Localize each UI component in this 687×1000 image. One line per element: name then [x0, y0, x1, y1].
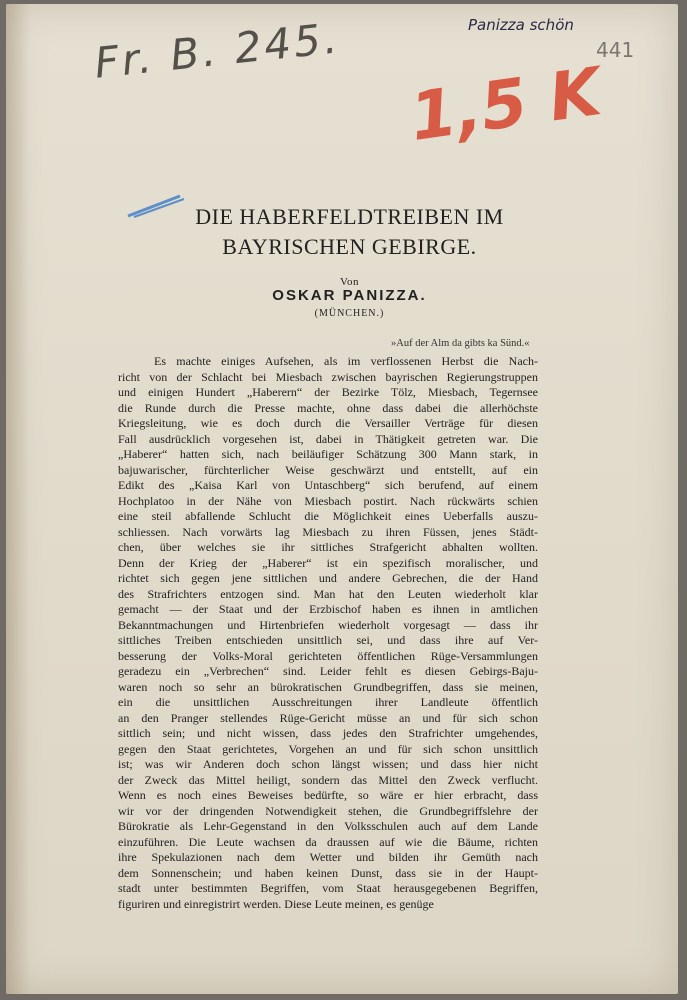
body-line: „Haberer“ hatten sich, nach beiläufiger Schätzung 300 Mann stark, in — [118, 447, 538, 461]
body-line: gemacht — der Staat und der Erzbischof haben es ihnen in amtlichen — [118, 602, 538, 616]
body-line: einzuführen. Die Leute wachsen da draussen auf wie die Bäume, richten — [118, 834, 538, 849]
body-line: Bekanntmachungen und Hirtenbriefen wiederholt vorgesagt — dass ihr — [118, 617, 538, 632]
body-line: sittliches Treiben entschieden unsittlich sei, und dass ihre auf Ver- — [118, 633, 538, 647]
body-line: dem Sonnenschein; und haben keinen Dunst, dass sie in der Haupt- — [118, 865, 538, 880]
body-line: des Strafrichters entzogen sind. Man hat den Leuten wiederholt klar — [118, 586, 538, 601]
body-line: stadt unter bestimmten Begriffen, vom Staat herausgegebenen Begriffen, — [118, 881, 538, 895]
body-line: ein die unsittlichen Ausschreitungen ihrer Landleute öffentlich — [118, 695, 538, 709]
body-line: der Zweck das Mittel heiligt, sondern das Mittel den Zweck verflucht. — [118, 772, 538, 787]
body-line: eine steil abfallende Schlucht die Möglichkeit eines Ueberfalls auszu- — [118, 509, 538, 523]
body-line: Hochplatoo in der Nähe von Miesbach postirt. Nach rückwärts schien — [118, 493, 538, 508]
body-line: die Runde durch die Presse machte, ohne dass dabei die allerhöchste — [118, 400, 538, 415]
body-line: gegen den Staat gerichtetes, Vorgehen an und für sich schon unsittlich — [118, 741, 538, 756]
byline-von: Von — [339, 276, 360, 288]
body-line: figuriren und einregistrirt werden. Diese Leute meinen, es genüge — [118, 896, 434, 911]
title-line-1: DIE HABERFELDTREIBEN IM — [195, 204, 504, 229]
body-line: Wenn es noch eines Beweises bedürfte, so wäre er hier erbracht, dass — [118, 788, 538, 802]
body-line: ihre Spekulazionen nach dem Wetter und bilden ihr Gemüth nach — [118, 850, 538, 864]
red-price-mark: 1,5 K — [405, 53, 606, 156]
body-line: geradezu ein „Verbrechen“ sind. Leider fehlt es diesen Gebirgs-Baju- — [118, 664, 538, 678]
body-line: Es machte einiges Aufsehen, als im verflossenen Herbst die Nach- — [154, 354, 538, 368]
body-line: und einigen Hundert „Haberern“ der Bezirke Tölz, Miesbach, Tegernsee — [118, 385, 538, 399]
body-line: richtet sich gegen jene sittlichen und andere Gebrechen, die der Hand — [118, 571, 538, 585]
pencil-number: 441 — [596, 38, 635, 62]
author-name: OSKAR PANIZZA. — [272, 287, 427, 304]
motto-quote: »Auf der Alm da gibts ka Sünd.« — [391, 338, 530, 349]
body-line: richt von der Schlacht bei Miesbach zwischen bayrischen Regierungstruppen — [118, 369, 538, 384]
body-line: Fall ausdrücklich vorgesehen ist, dabei in Thätigkeit getreten war. Die — [118, 431, 538, 446]
body-text — [118, 354, 538, 912]
body-line: Denn der Krieg der „Haberer“ ist ein spezifisch moralischer, und — [118, 555, 538, 570]
body-line: Bürokratie als Lehr-Gegenstand in den Volksschulen auch auf dem Lande — [118, 819, 538, 833]
document-page — [6, 4, 678, 994]
pencil-signature: Fr. B. 245. — [92, 13, 343, 88]
body-line: chen, über welches sie ihr sittliches Strafgericht abhalten wollten. — [118, 540, 538, 554]
body-line: Edikt des „Kaisa Karl von Untaschberg“ sich berufend, auf einem — [118, 478, 538, 492]
body-line: waren noch so sehr an bürokratischen Grundbegriffen, dass sie meinen, — [118, 679, 538, 694]
body-line: wir vor der dringenden Notwendigkeit stehen, die Grundbegriffslehre der — [118, 803, 538, 818]
body-line: Kriegsleitung, wie es doch durch die Versailler Verträge für diesen — [118, 416, 538, 430]
body-line: an den Pranger stellendes Rüge-Gericht müsse an und für sich schon — [118, 710, 538, 725]
title-line-2: BAYRISCHEN GEBIRGE. — [222, 234, 477, 259]
body-line: schliessen. Nach vorwärts lag Miesbach zu ihren Füssen, jenes Städt- — [118, 524, 538, 539]
body-line: besserung der Volks-Moral gerichteten öffentlichen Rüge-Versammlungen — [118, 648, 538, 663]
body-line: sittlich sein; und nicht wissen, dass jedes den Strafrichter umgehendes, — [118, 726, 538, 740]
body-line: ist; was wir Anderen doch schon längst wissen; und dass hier nicht — [118, 757, 538, 771]
body-line: bajuwarischer, fürchterlicher Weise geschwärzt und entstellt, auf ein — [118, 462, 538, 477]
ink-name-note: Panizza schön — [468, 16, 574, 34]
author-city: (MÜNCHEN.) — [314, 308, 385, 319]
